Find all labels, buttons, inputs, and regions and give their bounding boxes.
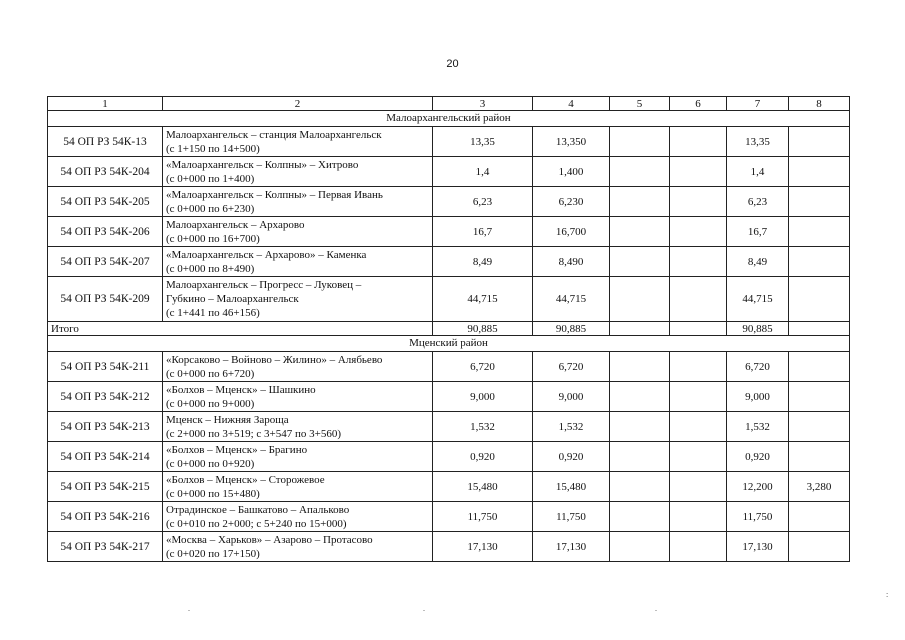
value-col-4: 9,000	[533, 382, 610, 412]
road-name	[163, 277, 433, 322]
value-col-6	[670, 157, 727, 187]
road-name-line: Губкино – Малоархангельск	[166, 293, 299, 305]
table-row	[48, 442, 850, 472]
road-name-line: (с 0+000 по 15+480)	[166, 487, 260, 500]
value-col-5	[610, 277, 670, 322]
header-cell-4: 4	[533, 97, 610, 111]
value-col-8	[789, 502, 850, 532]
header-cell-2: 2	[163, 97, 433, 111]
road-name-line: Малоархангельск – Прогресс – Луковец –	[166, 279, 362, 291]
section-title: Малоархангельский район	[48, 111, 850, 127]
table-row	[48, 532, 850, 562]
road-name-line: «Малоархангельск – Колпны» – Хитрово	[166, 158, 359, 171]
value-col-4: 6,720	[533, 352, 610, 382]
value-col-3: 17,130	[433, 532, 533, 562]
value-col-8	[789, 412, 850, 442]
value-col-5	[610, 382, 670, 412]
value-col-4: 6,230	[533, 187, 610, 217]
value-col-8	[789, 352, 850, 382]
value-col-5	[610, 352, 670, 382]
table-row	[48, 247, 850, 277]
road-name	[163, 382, 433, 412]
road-name	[163, 472, 433, 502]
value-col-8	[789, 157, 850, 187]
value-col-3: 6,23	[433, 187, 533, 217]
value-col-3: 13,35	[433, 127, 533, 157]
road-code: 54 ОП РЗ 54К-204	[48, 157, 163, 187]
value-col-7: 17,130	[727, 532, 789, 562]
road-code: 54 ОП РЗ 54К-206	[48, 217, 163, 247]
value-col-3: 9,000	[433, 382, 533, 412]
value-col-7: 12,200	[727, 472, 789, 502]
total-col-4: 90,885	[533, 322, 610, 336]
road-name-line: «Болхов – Мценск» – Сторожевое	[166, 473, 325, 486]
table-row	[48, 412, 850, 442]
value-col-6	[670, 187, 727, 217]
table-row	[48, 502, 850, 532]
value-col-6	[670, 382, 727, 412]
value-col-8	[789, 382, 850, 412]
value-col-6	[670, 352, 727, 382]
header-cell-3: 3	[433, 97, 533, 111]
value-col-5	[610, 217, 670, 247]
header-row	[48, 97, 850, 111]
value-col-4: 16,700	[533, 217, 610, 247]
value-col-4: 8,490	[533, 247, 610, 277]
value-col-7: 6,720	[727, 352, 789, 382]
total-label: Итого	[48, 322, 433, 336]
value-col-3: 15,480	[433, 472, 533, 502]
total-col-7: 90,885	[727, 322, 789, 336]
value-col-5	[610, 157, 670, 187]
road-code: 54 ОП РЗ 54К-215	[48, 472, 163, 502]
value-col-5	[610, 442, 670, 472]
value-col-5	[610, 532, 670, 562]
header-cell-5: 5	[610, 97, 670, 111]
road-name-line: (с 0+000 по 6+720)	[166, 367, 255, 380]
value-col-7: 9,000	[727, 382, 789, 412]
value-col-4: 11,750	[533, 502, 610, 532]
road-name-line: (с 1+150 по 14+500)	[166, 142, 260, 155]
total-row	[48, 322, 850, 336]
road-name-line: (с 1+441 по 46+156)	[166, 307, 260, 319]
road-code: 54 ОП РЗ 54К-217	[48, 532, 163, 562]
total-col-6	[670, 322, 727, 336]
header-cell-1: 1	[48, 97, 163, 111]
page-number: 20	[446, 58, 459, 70]
value-col-5	[610, 247, 670, 277]
section-header-row	[48, 111, 850, 127]
header-cell-6: 6	[670, 97, 727, 111]
total-col-5	[610, 322, 670, 336]
total-col-3: 90,885	[433, 322, 533, 336]
road-name-line: (с 0+000 по 16+700)	[166, 232, 260, 245]
road-code: 54 ОП РЗ 54К-212	[48, 382, 163, 412]
road-name-line: Отрадинское – Башкатово – Апальково	[166, 503, 350, 516]
value-col-7: 16,7	[727, 217, 789, 247]
value-col-3: 11,750	[433, 502, 533, 532]
value-col-6	[670, 277, 727, 322]
road-name	[163, 412, 433, 442]
section-header-row	[48, 336, 850, 352]
value-col-3: 1,4	[433, 157, 533, 187]
value-col-4: 1,532	[533, 412, 610, 442]
road-code: 54 ОП РЗ 54К-209	[48, 277, 163, 322]
value-col-8	[789, 277, 850, 322]
value-col-4: 13,350	[533, 127, 610, 157]
road-name	[163, 157, 433, 187]
road-name-line: (с 0+000 по 1+400)	[166, 172, 255, 185]
value-col-5	[610, 127, 670, 157]
roads-table	[47, 96, 850, 562]
road-code: 54 ОП РЗ 54К-207	[48, 247, 163, 277]
value-col-8	[789, 532, 850, 562]
road-code: 54 ОП РЗ 54К-211	[48, 352, 163, 382]
road-name-line: «Малоархангельск – Архарово» – Каменка	[166, 248, 367, 261]
value-col-7: 1,532	[727, 412, 789, 442]
table-row	[48, 352, 850, 382]
value-col-4: 1,400	[533, 157, 610, 187]
road-code: 54 ОП РЗ 54К-214	[48, 442, 163, 472]
road-name-line: (с 0+010 по 2+000; с 5+240 по 15+000)	[166, 517, 347, 530]
value-col-7: 6,23	[727, 187, 789, 217]
value-col-6	[670, 247, 727, 277]
value-col-6	[670, 412, 727, 442]
value-col-6	[670, 532, 727, 562]
total-col-8	[789, 322, 850, 336]
road-code: 54 ОП РЗ 54К-205	[48, 187, 163, 217]
value-col-3: 16,7	[433, 217, 533, 247]
value-col-7: 0,920	[727, 442, 789, 472]
value-col-8	[789, 187, 850, 217]
table-row	[48, 472, 850, 502]
table-row	[48, 277, 850, 322]
value-col-7: 8,49	[727, 247, 789, 277]
value-col-7: 13,35	[727, 127, 789, 157]
road-name	[163, 442, 433, 472]
road-name-line: «Малоархангельск – Колпны» – Первая Ивань	[166, 188, 383, 201]
value-col-4: 44,715	[533, 277, 610, 322]
value-col-5	[610, 187, 670, 217]
value-col-3: 0,920	[433, 442, 533, 472]
value-col-3: 8,49	[433, 247, 533, 277]
table-row	[48, 157, 850, 187]
value-col-7: 1,4	[727, 157, 789, 187]
road-name-line: (с 0+020 по 17+150)	[166, 547, 260, 560]
value-col-8	[789, 442, 850, 472]
road-name-line: (с 2+000 по 3+519; с 3+547 по 3+560)	[166, 427, 341, 440]
value-col-4: 0,920	[533, 442, 610, 472]
road-code: 54 ОП РЗ 54К-213	[48, 412, 163, 442]
road-name-line: Малоархангельск – станция Малоархангельск	[166, 128, 382, 141]
road-name-line: (с 0+000 по 0+920)	[166, 457, 255, 470]
value-col-8	[789, 127, 850, 157]
road-name-line: (с 0+000 по 8+490)	[166, 262, 255, 275]
value-col-4: 17,130	[533, 532, 610, 562]
road-name-line: (с 0+000 по 6+230)	[166, 202, 255, 215]
road-code: 54 ОП РЗ 54К-13	[48, 127, 163, 157]
table-row	[48, 217, 850, 247]
road-name-line: «Болхов – Мценск» – Шашкино	[166, 383, 316, 396]
road-name-line: «Москва – Харьков» – Азарово – Протасово	[166, 533, 373, 546]
table-row	[48, 127, 850, 157]
value-col-7: 44,715	[727, 277, 789, 322]
value-col-7: 11,750	[727, 502, 789, 532]
value-col-8	[789, 217, 850, 247]
value-col-6	[670, 217, 727, 247]
value-col-5	[610, 472, 670, 502]
table-body	[48, 97, 850, 562]
value-col-3: 1,532	[433, 412, 533, 442]
value-col-6	[670, 502, 727, 532]
value-col-6	[670, 472, 727, 502]
road-name-line: «Корсаково – Войново – Жилино» – Алябьево	[166, 353, 383, 366]
road-name	[163, 352, 433, 382]
road-name-line: «Болхов – Мценск» – Брагино	[166, 443, 308, 456]
value-col-6	[670, 127, 727, 157]
road-name-line: (с 0+000 по 9+000)	[166, 397, 255, 410]
value-col-8: 3,280	[789, 472, 850, 502]
table-row	[48, 382, 850, 412]
road-code: 54 ОП РЗ 54К-216	[48, 502, 163, 532]
road-name	[163, 502, 433, 532]
value-col-5	[610, 412, 670, 442]
value-col-4: 15,480	[533, 472, 610, 502]
road-name	[163, 532, 433, 562]
road-name	[163, 217, 433, 247]
road-name	[163, 127, 433, 157]
value-col-3: 6,720	[433, 352, 533, 382]
section-title: Мценский район	[48, 336, 850, 352]
table-row	[48, 187, 850, 217]
header-cell-7: 7	[727, 97, 789, 111]
value-col-6	[670, 442, 727, 472]
header-cell-8: 8	[789, 97, 850, 111]
road-name	[163, 187, 433, 217]
value-col-5	[610, 502, 670, 532]
value-col-3: 44,715	[433, 277, 533, 322]
road-name-line: Малоархангельск – Архарово	[166, 218, 305, 231]
road-name	[163, 247, 433, 277]
road-name-line: Мценск – Нижняя Зароща	[166, 413, 289, 426]
value-col-8	[789, 247, 850, 277]
